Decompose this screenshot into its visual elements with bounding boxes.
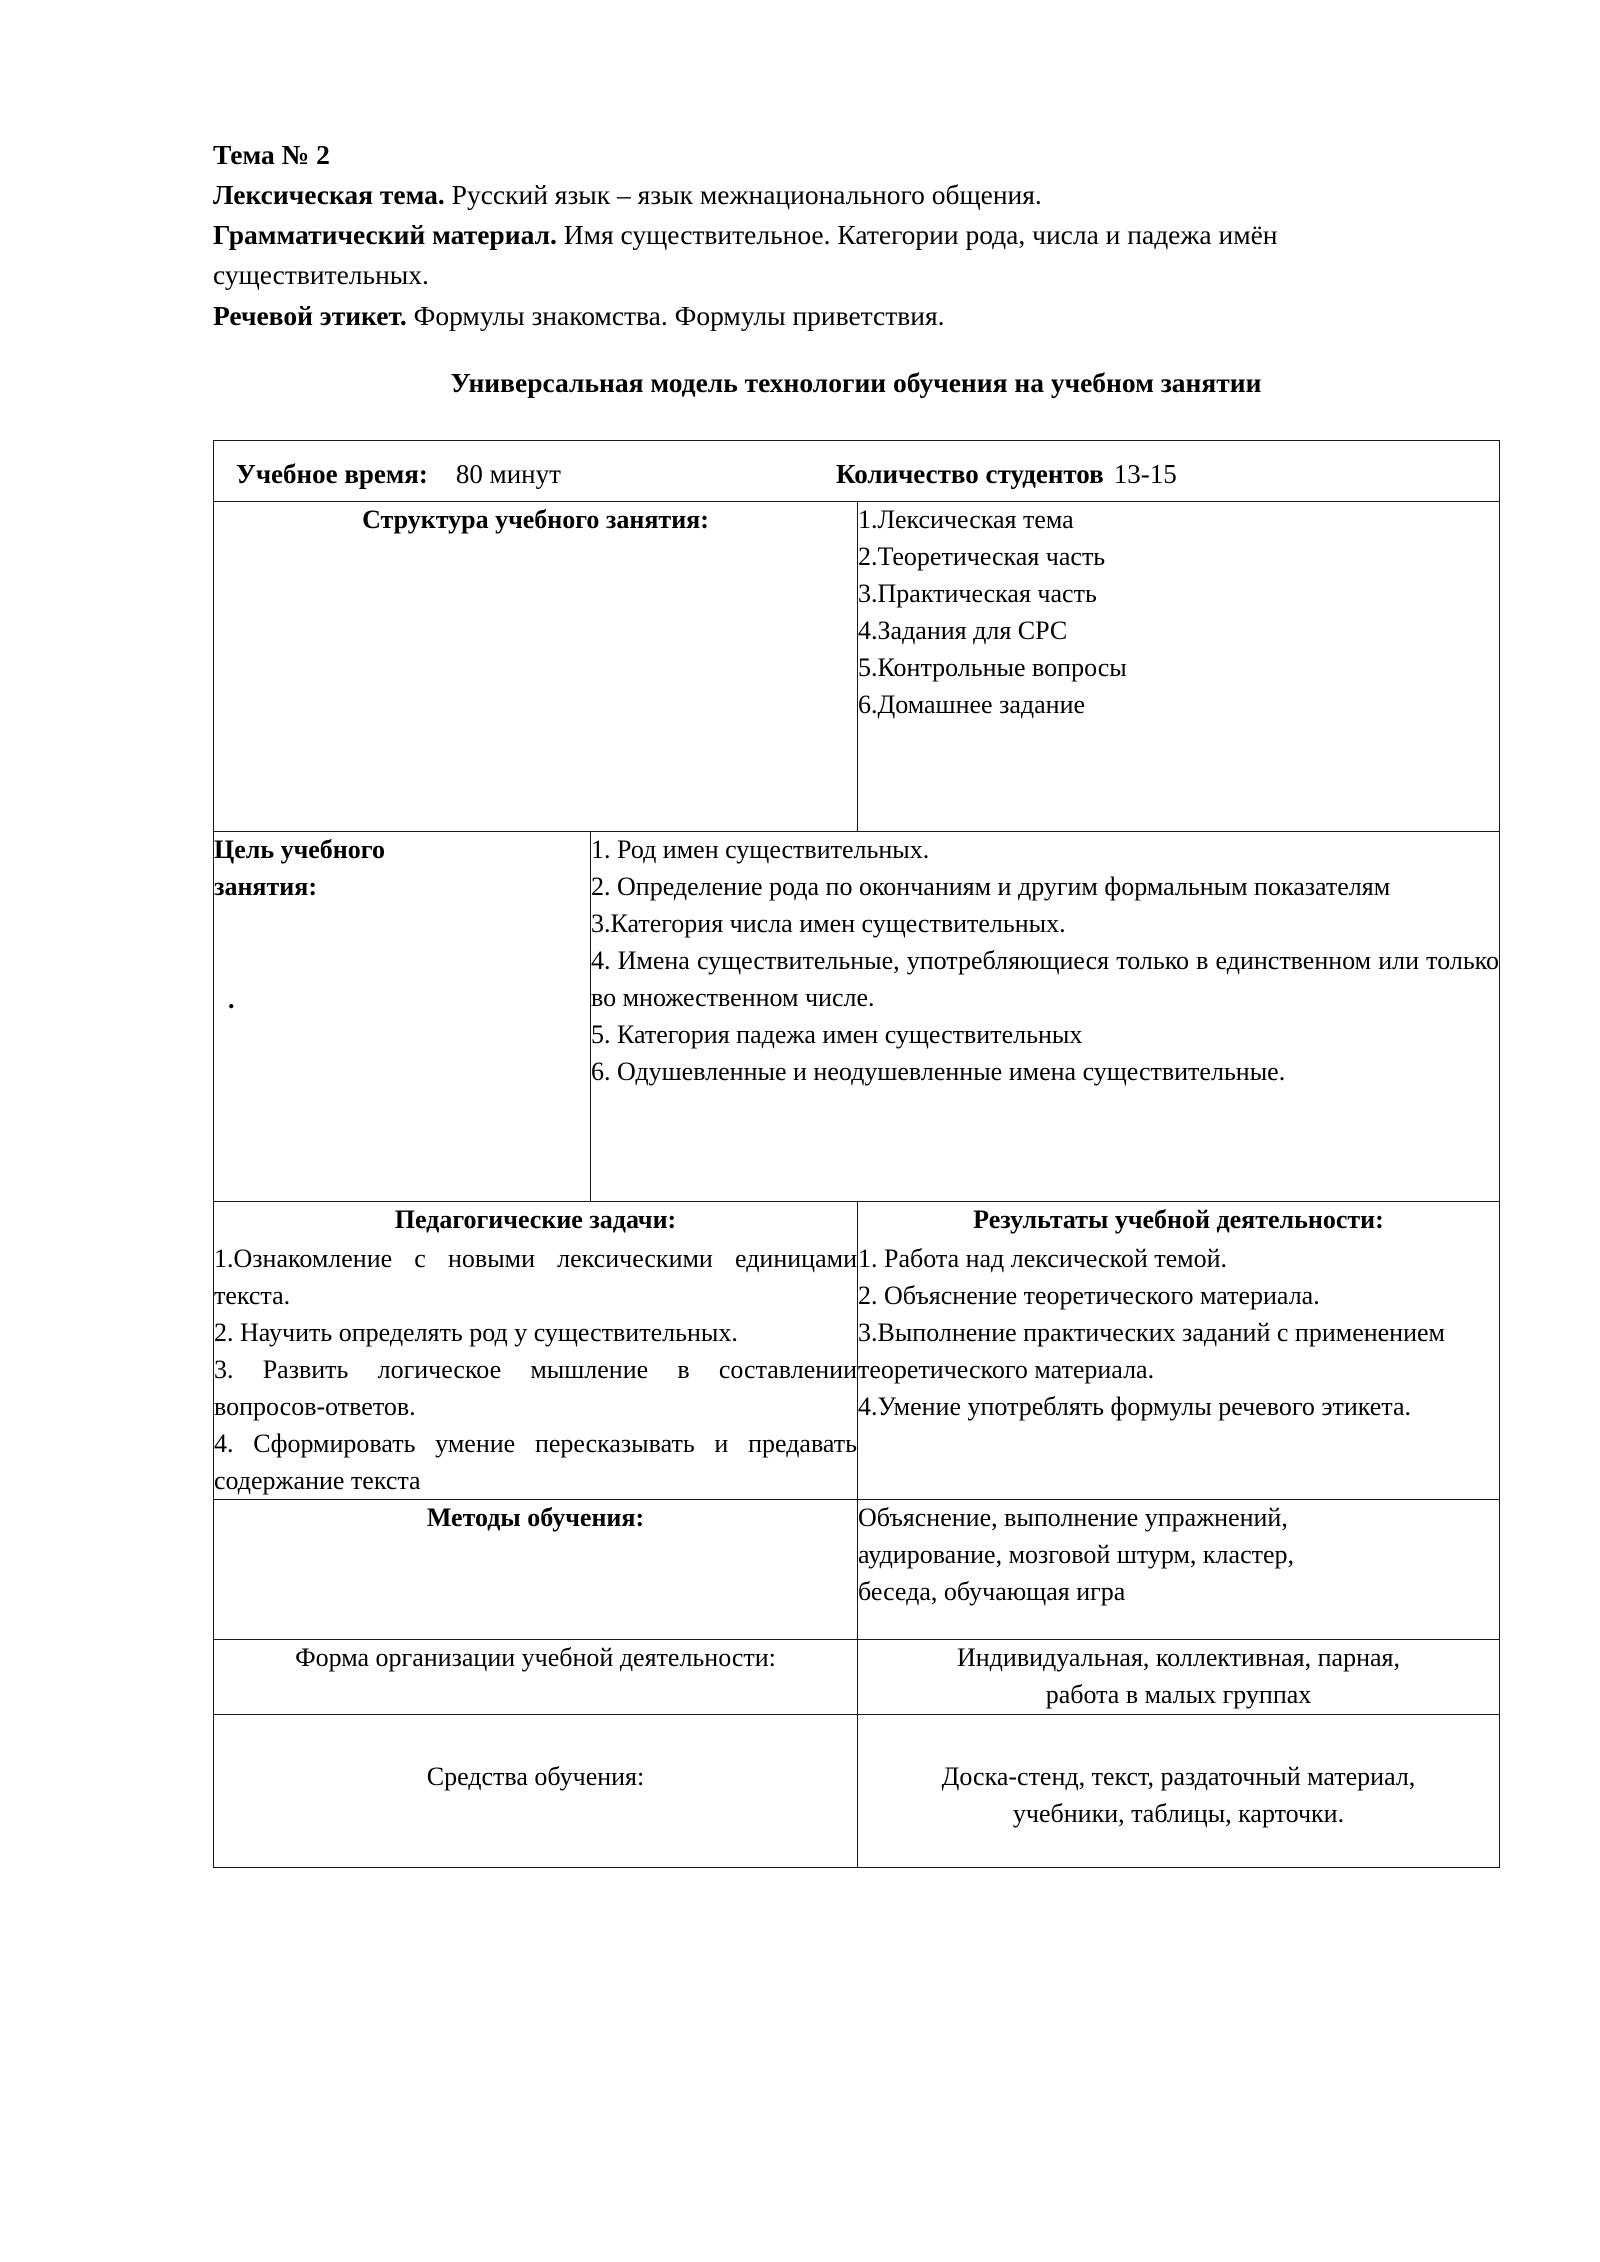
goal-item: 3.Категория числа имен существительных. xyxy=(591,909,1066,939)
learning-result-item: 4.Умение употреблять формулы речевого этикета. xyxy=(858,1391,1412,1421)
goal-item: 1. Род имен существительных. xyxy=(591,835,930,865)
table-row-tasks xyxy=(214,1202,1500,1500)
page-title: Универсальная модель технологии обучения на учебном занятии xyxy=(450,366,1262,398)
study-time-label: Учебное время: xyxy=(236,459,428,490)
learning-result-item: 1. Работа над лексической темой. xyxy=(858,1244,1228,1274)
lexical-theme-label: Лексическая тема. xyxy=(213,179,445,211)
structure-item: 4.Задания для СРС xyxy=(858,615,1068,645)
goal-label-dot: . xyxy=(228,985,235,1015)
goal-label-line2: занятия: xyxy=(214,872,317,902)
structure-item: 6.Домашнее задание xyxy=(858,689,1086,719)
means-value-line: учебники, таблицы, карточки. xyxy=(1012,1799,1345,1829)
pedagogical-task-item: 4. Сформировать умение пересказывать и предавать содержание текста xyxy=(214,1428,857,1495)
document-content xyxy=(213,0,1499,1868)
goal-item: 4. Имена существительные, употребляющиеся только в единственном или только во множественном числе. xyxy=(591,945,1499,1012)
theme-number-text: Тема № 2 xyxy=(213,139,330,170)
table-row-goal xyxy=(214,832,1500,1202)
methods-label-cell xyxy=(214,1500,858,1640)
means-value-cell xyxy=(858,1715,1500,1868)
speech-etiquette-label: Речевой этикет. xyxy=(213,299,407,331)
theme-number xyxy=(213,135,1499,175)
structure-item: 2.Теоретическая часть xyxy=(858,542,1106,572)
pedagogical-tasks-heading: Педагогические задачи: xyxy=(394,1205,677,1235)
means-value-line: Доска-стенд, текст, раздаточный материал, xyxy=(941,1762,1416,1792)
form-value-cell xyxy=(858,1640,1500,1715)
pedagogical-task-item: 3. Развить логическое мышление в составлении вопросов-ответов. xyxy=(214,1354,857,1421)
pedagogical-task-item: 1.Ознакомление с новыми лексическими единицами текста. xyxy=(214,1244,857,1311)
goal-label-cell xyxy=(214,832,591,1202)
grammar-material-label: Грамматический материал. xyxy=(213,219,557,251)
pedagogical-task-item: 2. Научить определять род у существительных. xyxy=(214,1317,738,1347)
methods-value-line: беседа, обучающая игра xyxy=(858,1577,1126,1607)
learning-results-heading: Результаты учебной деятельности: xyxy=(973,1205,1384,1235)
structure-item: 1.Лексическая тема xyxy=(858,505,1074,535)
means-label-cell xyxy=(214,1715,858,1868)
structure-item: 3.Практическая часть xyxy=(858,579,1097,609)
form-value-line: работа в малых группах xyxy=(1045,1680,1312,1710)
table-row-means xyxy=(214,1715,1500,1868)
lexical-theme-value: Русский язык – язык межнационального общения. xyxy=(444,179,1042,211)
methods-value-cell xyxy=(858,1500,1500,1640)
goal-item: 6. Одушевленные и неодушевленные имена существительные. xyxy=(591,1056,1286,1086)
structure-label-cell xyxy=(214,502,858,832)
form-label-cell xyxy=(214,1640,858,1715)
grammar-material-value: Имя существительное. Категории рода, числа и падежа имён существительных. xyxy=(213,219,1278,291)
goal-item: 5. Категория падежа имен существительных xyxy=(591,1019,1083,1049)
structure-label: Структура учебного занятия: xyxy=(362,505,709,535)
table-row-time xyxy=(214,441,1500,502)
form-label: Форма организации учебной деятельности: xyxy=(295,1643,776,1673)
means-label: Средства обучения: xyxy=(426,1762,645,1792)
learning-result-item: 2. Объяснение теоретического материала. xyxy=(858,1281,1320,1311)
structure-items-cell xyxy=(858,502,1500,832)
goal-label-line1: Цель учебного xyxy=(214,835,385,865)
methods-label: Методы обучения: xyxy=(426,1503,645,1533)
table-row-methods xyxy=(214,1500,1500,1640)
lesson-model-table xyxy=(213,440,1500,1868)
table-row-structure xyxy=(214,502,1500,832)
methods-value-line: Объяснение, выполнение упражнений, xyxy=(858,1503,1288,1533)
goal-item: 2. Определение рода по окончаниям и другим формальным показателям xyxy=(591,872,1391,902)
structure-item: 5.Контрольные вопросы xyxy=(858,652,1127,682)
learning-results-cell xyxy=(858,1202,1500,1500)
speech-etiquette-value: Формулы знакомства. Формулы приветствия. xyxy=(406,299,945,331)
pedagogical-tasks-cell xyxy=(214,1202,858,1500)
header-block xyxy=(213,135,1499,336)
goal-items-cell xyxy=(591,832,1500,1202)
methods-value-line: аудирование, мозговой штурм, кластер, xyxy=(858,1540,1295,1570)
learning-result-item: 3.Выполнение практических заданий с применением теоретического материала. xyxy=(858,1317,1446,1384)
study-time-value: 80 минут xyxy=(455,459,561,490)
time-and-students-cell xyxy=(214,441,1500,502)
table-row-form xyxy=(214,1640,1500,1715)
students-count-label: Количество студентов xyxy=(836,459,1104,490)
students-count-value: 13-15 xyxy=(1113,459,1177,490)
speech-etiquette-line xyxy=(213,296,1499,336)
lexical-theme-line xyxy=(213,175,1499,215)
grammar-material-line xyxy=(213,215,1499,295)
form-value-line: Индивидуальная, коллективная, парная, xyxy=(956,1643,1400,1673)
